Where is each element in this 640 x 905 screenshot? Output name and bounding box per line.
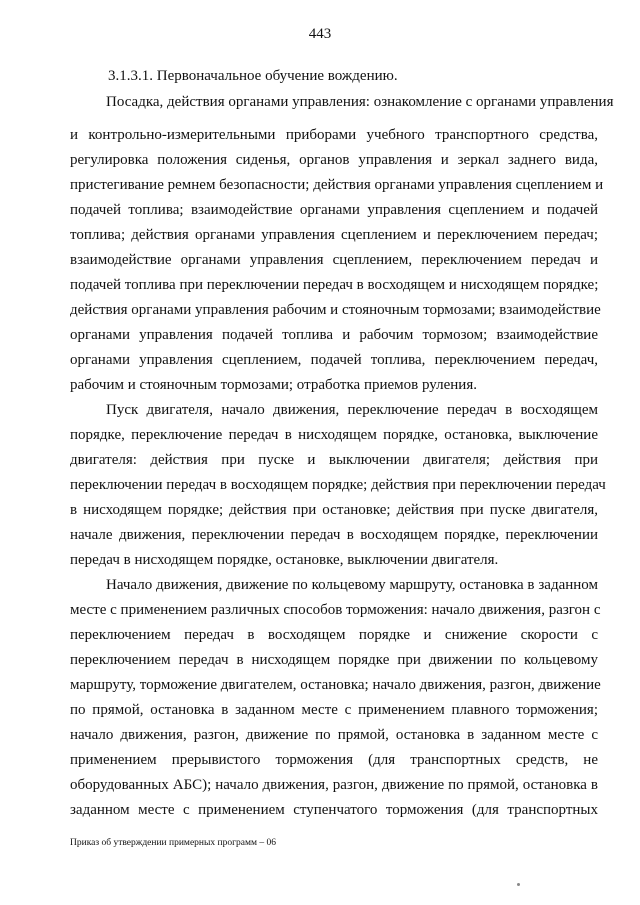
text-line: передач в нисходящем порядке, остановке, выключении двигателя. — [70, 552, 499, 568]
text-line: и контрольно-измерительными приборами учебного транспортного средства, — [70, 127, 598, 143]
text-line: Посадка, действия органами управления: ознакомление с органами управления — [106, 94, 614, 110]
text-line: оборудованных АБС); начало движения, разгон, движение по прямой, остановка в — [70, 777, 598, 793]
text-line: по прямой, остановка в заданном месте с применением плавного торможения; — [70, 702, 598, 718]
text-line: маршруту, торможение двигателем, остановка; начало движения, разгон, движение — [70, 677, 601, 693]
text-line: переключении передач в восходящем порядке; действия при переключении передач — [70, 477, 606, 493]
text-line: действия органами управления рабочим и стояночным тормозами; взаимодействие — [70, 302, 601, 318]
text-line: подачей топлива при переключении передач в восходящем и нисходящем порядке; — [70, 277, 599, 293]
text-line: органами управления подачей топлива и рабочим тормозом; взаимодействие — [70, 327, 598, 343]
text-line: начале движения, переключении передач в восходящем порядке, переключении — [70, 527, 598, 543]
text-line: пристегивание ремнем безопасности; действия органами управления сцеплением и — [70, 177, 604, 193]
text-line: применением прерывистого торможения (для транспортных средств, не — [70, 752, 598, 768]
page-number: 443 — [308, 26, 332, 42]
text-line: заданном месте с применением ступенчатого торможения (для транспортных — [70, 802, 598, 818]
scan-mark — [517, 883, 520, 886]
text-line: топлива; действия органами управления сцеплением и переключением передач; — [70, 227, 598, 243]
text-line: двигателя: действия при пуске и выключении двигателя; действия при — [70, 452, 598, 468]
text-line: Начало движения, движение по кольцевому маршруту, остановка в заданном — [106, 577, 598, 593]
text-line: в нисходящем порядке; действия при остановке; действия при пуске двигателя, — [70, 502, 598, 518]
text-line: органами управления сцеплением, подачей топлива, переключением передач, — [70, 352, 598, 368]
footer-note: Приказ об утверждении примерных программ – 06 — [70, 838, 276, 848]
text-line: переключением передач в нисходящем порядке при движении по кольцевому — [70, 652, 598, 668]
text-line: месте с применением различных способов торможения: начало движения, разгон с — [70, 602, 601, 618]
text-line: подачей топлива; взаимодействие органами управления сцеплением и подачей — [70, 202, 598, 218]
text-line: регулировка положения сиденья, органов управления и зеркал заднего вида, — [70, 152, 598, 168]
text-line: начало движения, разгон, движение по прямой, остановка в заданном месте с — [70, 727, 598, 743]
section-heading: 3.1.3.1. Первоначальное обучение вождению. — [108, 68, 398, 84]
text-line: Пуск двигателя, начало движения, переключение передач в восходящем — [106, 402, 598, 418]
text-line: порядке, переключение передач в нисходящем порядке, остановка, выключение — [70, 427, 598, 443]
text-line: рабочим и стояночным тормозами; отработка приемов руления. — [70, 377, 477, 393]
text-line: переключением передач в восходящем порядке и снижение скорости с — [70, 627, 598, 643]
text-line: взаимодействие органами управления сцеплением, переключением передач и — [70, 252, 598, 268]
